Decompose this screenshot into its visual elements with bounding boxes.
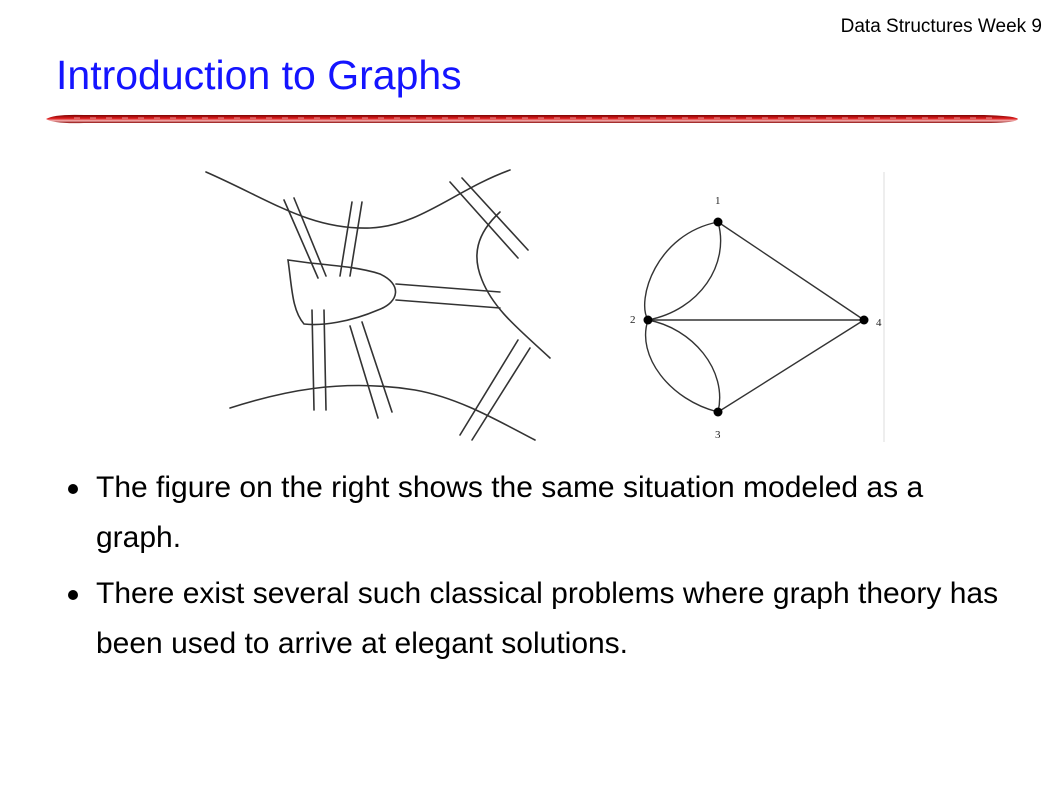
vertex-label-1: 1 [715,195,721,207]
bullet-icon [68,484,78,494]
vertex-3 [714,408,723,417]
vertex-label-4: 4 [876,317,882,329]
bullet-text: The figure on the right shows the same situation modeled as a graph. [96,471,924,554]
slide-title: Introduction to Graphs [56,52,462,98]
bullet-icon [68,590,78,600]
bullet-text: There exist several such classical problems where graph theory has been used to arrive at elegant solutions. [96,577,999,660]
bullet-item [64,463,1014,563]
title-rule [44,113,1020,125]
course-label: Data Structures Week 9 [840,16,1042,37]
bullet-list [64,463,1014,675]
bullet-item [64,569,1014,669]
bridges-diagram [206,170,550,440]
vertex-label-3: 3 [715,429,721,441]
vertex-1 [714,218,723,227]
vertex-label-2: 2 [630,314,636,326]
vertex-2 [644,316,653,325]
konigsberg-figure [200,160,890,450]
vertex-4 [860,316,869,325]
graph-model [630,172,884,442]
